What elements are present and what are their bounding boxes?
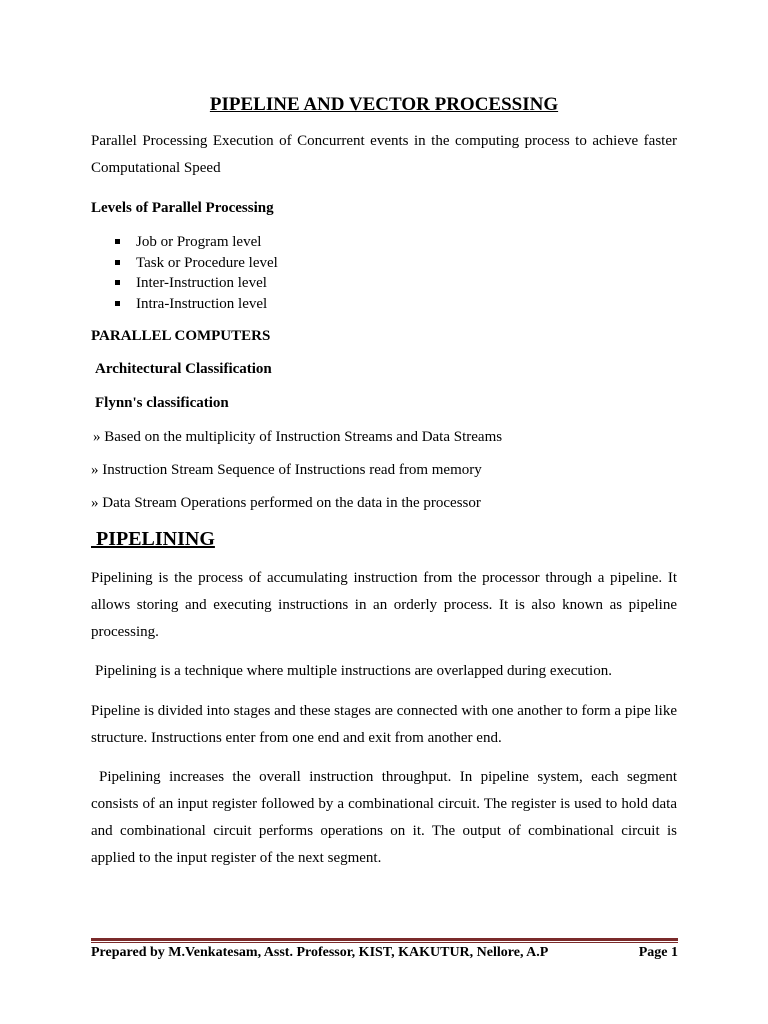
flynn-point: » Data Stream Operations performed on the data in the processor [91,495,481,511]
flynn-classification-heading: Flynn's classification [95,395,229,411]
list-item: Intra-Instruction level [112,294,278,315]
pipelining-paragraph: Pipeline is divided into stages and these stages are connected with one another to form a pipe like structure. Instructions enter from one end and exit from another end. [91,703,677,746]
flynn-point: » Instruction Stream Sequence of Instructions read from memory [91,462,482,478]
levels-list [112,232,278,314]
footer-rule [91,938,678,941]
list-item: Task or Procedure level [112,253,278,274]
pipelining-paragraph: Pipelining is the process of accumulating instruction from the processor through a pipeline. It allows storing and executing instructions in an orderly process. It is also known as pipeline processing. [91,570,677,640]
intro-paragraph: Parallel Processing Execution of Concurrent events in the computing process to achieve faster Computational Speed [91,133,677,176]
document-title: PIPELINE AND VECTOR PROCESSING [209,94,559,115]
square-bullet-icon [115,301,120,306]
parallel-computers-heading: PARALLEL COMPUTERS [91,328,271,344]
flynn-point: » Based on the multiplicity of Instruction Streams and Data Streams [93,429,503,445]
footer-page-number: Page 1 [638,945,678,960]
architectural-classification-heading: Architectural Classification [95,361,272,377]
square-bullet-icon [115,280,120,285]
pipelining-heading: PIPELINING [96,528,215,550]
pipelining-paragraph: Pipelining increases the overall instruction throughput. In pipeline system, each segment consists of an input register followed by a combinational circuit. The register is used to hold data and combinational circuit performs operations on it. The output of combinational circuit is applied to the input register of the next segment. [91,769,677,866]
square-bullet-icon [115,239,120,244]
levels-heading: Levels of Parallel Processing [91,200,274,216]
list-item: Job or Program level [112,232,278,253]
footer-author: Prepared by M.Venkatesam, Asst. Professor, KIST, KAKUTUR, Nellore, A.P [91,945,549,960]
footer-rule-thin [91,942,678,943]
list-item: Inter-Instruction level [112,273,278,294]
square-bullet-icon [115,260,120,265]
pipelining-paragraph: Pipelining is a technique where multiple instructions are overlapped during execution. [95,663,612,679]
